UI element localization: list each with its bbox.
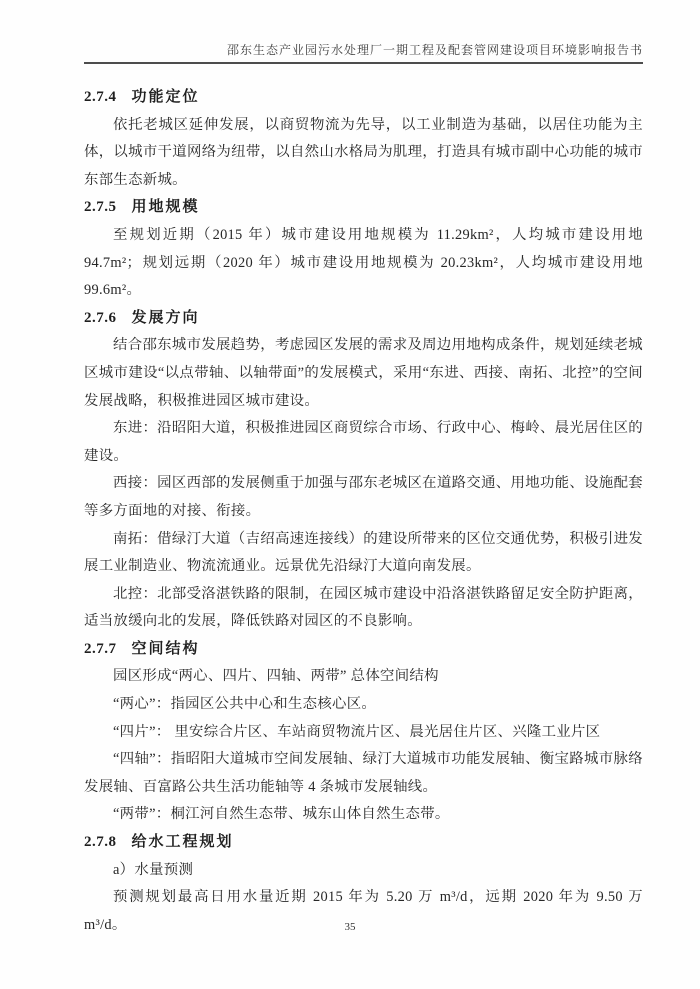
paragraph: 园区形成“两心、四片、四轴、两带” 总体空间结构 xyxy=(113,668,439,685)
section-title: 功能定位 xyxy=(131,89,200,105)
paragraph: 西接：园区西部的发展侧重于加强与邵东老城区在道路交通、用地功能、设施配套等多方面地的对接、衔接。 xyxy=(84,475,643,519)
section-number: 2.7.7 xyxy=(84,640,117,657)
report-header-title: 邵东生态产业园污水处理厂一期工程及配套管网建设项目环境影响报告书 xyxy=(226,43,643,57)
paragraph: 北控：北部受洛湛铁路的限制，在园区城市建设中沿洛湛铁路留足安全防护距离，适当放缓向北的发展，降低铁路对园区的不良影响。 xyxy=(84,585,643,630)
page-content xyxy=(84,42,643,939)
section-number: 2.7.8 xyxy=(84,834,117,851)
header-divider xyxy=(84,62,643,64)
paragraph: “四片”： 里安综合片区、车站商贸物流片区、晨光居住片区、兴隆工业片区 xyxy=(113,723,601,740)
paragraph: a）水量预测 xyxy=(113,861,194,878)
paragraph: 南拓：借绿汀大道（吉绍高速连接线）的建设所带来的区位交通优势，积极引进发展工业制造业、物流流通业。远景优先沿绿汀大道向南发展。 xyxy=(84,530,643,575)
document-body xyxy=(84,84,643,939)
paragraph: 预测规划最高日用水量近期 2015 年为 5.20 万 m³/d，远期 2020 年为 9.50 万 m³/d。 xyxy=(84,889,643,933)
section-title: 空间结构 xyxy=(131,640,200,657)
section-title: 给水工程规划 xyxy=(131,834,234,851)
section-heading xyxy=(84,84,643,112)
section-number: 2.7.5 xyxy=(84,199,117,216)
page-number: 35 xyxy=(344,921,356,933)
paragraph: 至规划近期（2015 年）城市建设用地规模为 11.29km²，人均城市建设用地 94.7m²；规划远期（2020 年）城市建设用地规模为 20.23km²，人均城市建设用地 99.6m²。 xyxy=(84,226,643,299)
section-title: 发展方向 xyxy=(131,309,200,326)
section-heading xyxy=(84,305,643,333)
section-number: 2.7.6 xyxy=(84,309,117,326)
section-heading xyxy=(84,636,643,664)
paragraph: 依托老城区延伸发展，以商贸物流为先导，以工业制造为基础，以居住功能为主体，以城市干道网络为纽带，以自然山水格局为肌理，打造具有城市副中心功能的城市东部生态新城。 xyxy=(84,116,643,188)
section-title: 用地规模 xyxy=(131,199,200,216)
paragraph: “两带”：桐江河自然生态带、城东山体自然生态带。 xyxy=(113,806,450,823)
section-heading xyxy=(84,194,643,222)
paragraph: “四轴”：指昭阳大道城市空间发展轴、绿汀大道城市功能发展轴、衡宝路城市脉络发展轴、百富路公共生活功能轴等 4 条城市发展轴线。 xyxy=(84,751,643,795)
paragraph: 东进：沿昭阳大道，积极推进园区商贸综合市场、行政中心、梅岭、晨光居住区的建设。 xyxy=(84,420,643,464)
paragraph: “两心”：指园区公共中心和生态核心区。 xyxy=(113,696,377,713)
section-heading xyxy=(84,829,643,857)
section-number: 2.7.4 xyxy=(84,89,117,105)
paragraph: 结合邵东城市发展趋势，考虑园区发展的需求及周边用地构成条件，规划延续老城区城市建设“以点带轴、以轴带面”的发展模式，采用“东进、西接、南拓、北控”的空间发展战略，积极推进园区城市建设。 xyxy=(84,337,643,409)
